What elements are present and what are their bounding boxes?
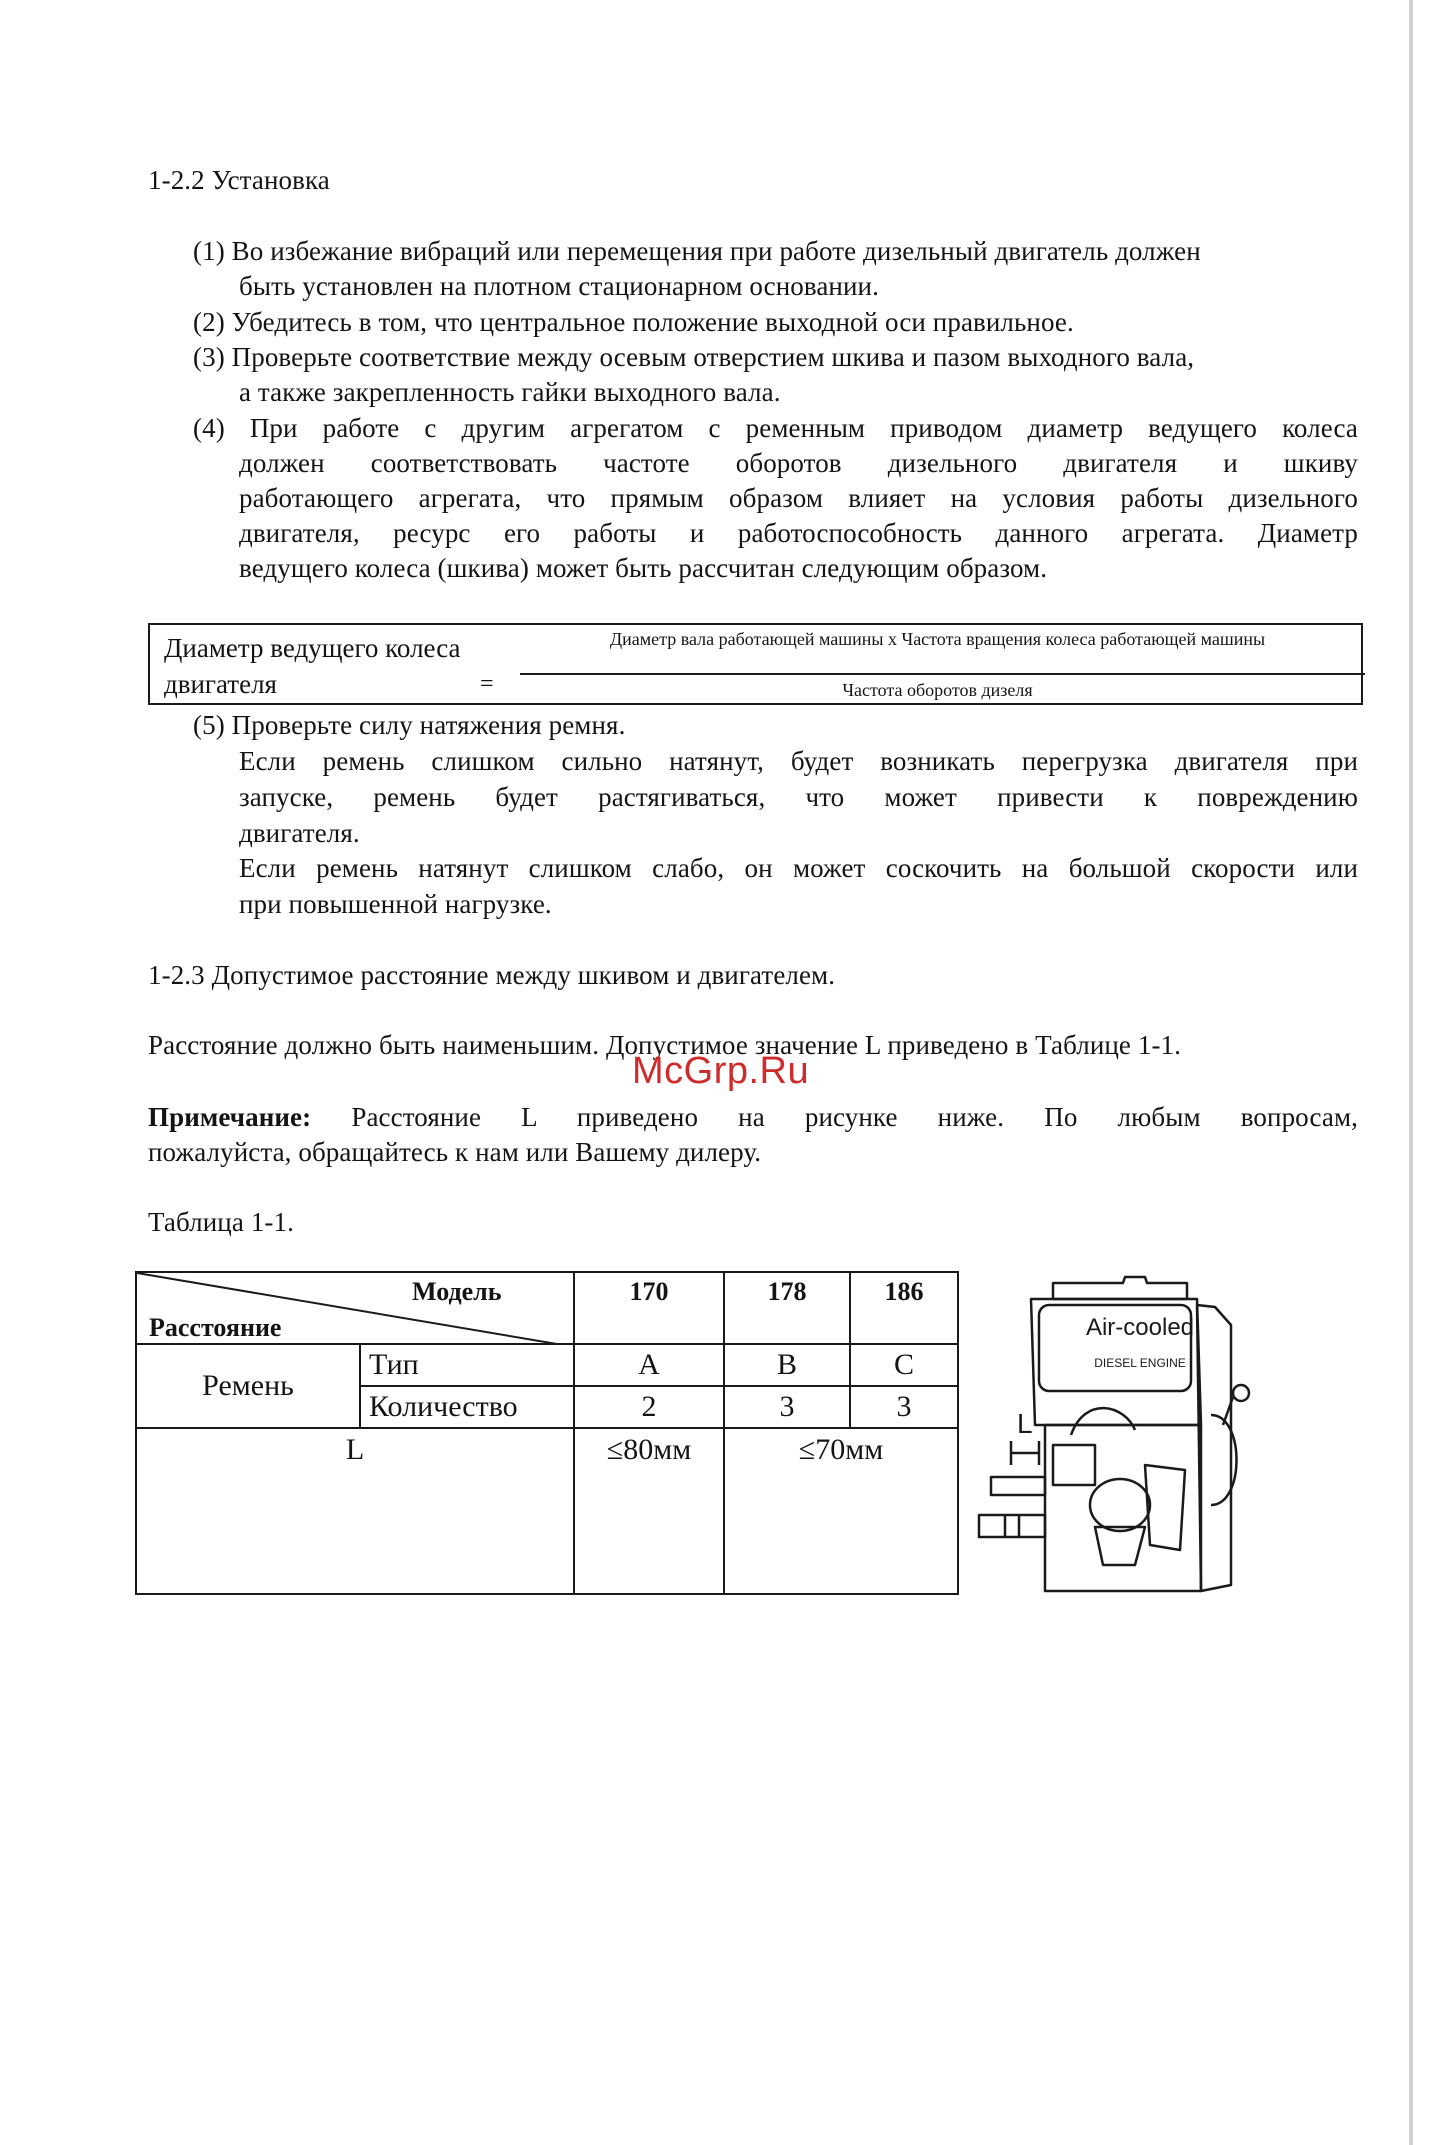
header-model-178: 178 (724, 1272, 850, 1344)
quantity-178: 3 (724, 1386, 850, 1428)
list-item-5-para-1-line-1: Если ремень слишком сильно натянут, будет возникать перегрузка двигателя при (239, 746, 1358, 776)
quantity-label: Количество (360, 1386, 574, 1428)
dimension-l-marker (1011, 1441, 1039, 1465)
fuel-tank-top (1053, 1277, 1187, 1299)
formula-label-line-2: двигателя (164, 669, 277, 699)
watermark-text: McGrp.Ru (632, 1050, 810, 1092)
type-186: C (850, 1344, 958, 1386)
quantity-170: 2 (574, 1386, 724, 1428)
formula-numerator: Диаметр вала работающей машины х Частота вращения колеса работающей машины (609, 629, 1266, 649)
list-item-5-para-1-line-3: двигателя. (239, 818, 360, 848)
note-label: Примечание: (148, 1102, 312, 1132)
pump-base (1095, 1527, 1145, 1565)
note-line-2: пожалуйста, обращайтесь к нам или Вашему дилеру. (148, 1137, 762, 1167)
list-item-5-para-1-line-2: запуске, ремень будет растягиваться, что может привести к повреждению (239, 782, 1358, 812)
list-item-4-line-4: двигателя, ресурс его работы и работоспособность данного агрегата. Диаметр (239, 518, 1358, 548)
list-item-2-line-1: (2) Убедитесь в том, что центральное положение выходной оси правильное. (193, 307, 1074, 337)
badge-air-cooled: Air-cooled (1085, 1314, 1195, 1341)
table-corner-header (136, 1272, 574, 1344)
list-item-4-line-5: ведущего колеса (шкива) может быть рассчитан следующим образом. (239, 553, 1048, 583)
right-cover (1211, 1415, 1237, 1505)
l-value-170: ≤80мм (574, 1428, 724, 1594)
list-item-1-line-1: (1) Во избежание вибраций или перемещения при работе дизельный двигатель должен (193, 236, 1201, 266)
list-item-5-para-2-line-1: Если ремень натянут слишком слабо, он может соскочить на большой скорости или (239, 853, 1358, 883)
section-heading-distance: 1-2.3 Допустимое расстояние между шкивом и двигателем. (148, 960, 836, 990)
injection-pump (1090, 1479, 1150, 1531)
l-row-label: L (136, 1428, 574, 1594)
formula-label-line-1: Диаметр ведущего колеса (164, 633, 461, 663)
belt-row-label: Ремень (136, 1344, 360, 1428)
list-item-1-line-2: быть установлен на плотном стационарном основании. (239, 271, 879, 301)
formula-equals-sign: = (480, 671, 494, 697)
formula-fraction-bar (520, 673, 1365, 675)
dimension-l-label: L (1017, 1408, 1033, 1439)
list-item-5-title: (5) Проверьте силу натяжения ремня. (193, 710, 626, 740)
note-line-1 (148, 1099, 1358, 1135)
type-label: Тип (360, 1344, 574, 1386)
type-178: B (724, 1344, 850, 1386)
header-model-label: Модель (412, 1277, 502, 1306)
scan-edge-rule (1409, 0, 1413, 2145)
list-item-3-line-1: (3) Проверьте соответствие между осевым отверстием шкива и пазом выходного вала, (193, 342, 1195, 372)
list-item-5-para-2-line-2: при повышенной нагрузке. (239, 889, 552, 919)
lifting-eye (1233, 1385, 1249, 1401)
quantity-186: 3 (850, 1386, 958, 1428)
badge-diesel-engine: DIESEL ENGINE (1094, 1356, 1186, 1370)
output-shaft-upper (991, 1477, 1045, 1495)
list-item-4-line-2: должен соответствовать частоте оборотов дизельного двигателя и шкиву (239, 448, 1358, 478)
header-model-186: 186 (850, 1272, 958, 1344)
list-item-3-line-2: а также закрепленность гайки выходного вала. (239, 377, 781, 407)
type-170: A (574, 1344, 724, 1386)
fuel-line (1071, 1408, 1135, 1435)
section-heading-installation: 1-2.2 Установка (148, 165, 330, 195)
list-item-4-line-3: работающего агрегата, что прямым образом влияет на условия работы дизельного (239, 483, 1358, 513)
spec-table (135, 1271, 959, 1595)
formula-box (148, 623, 1363, 705)
l-value-178-186: ≤70мм (724, 1428, 958, 1594)
distance-paragraph: Расстояние должно быть наименьшим. Допустимое значение L приведено в Таблице 1-1. (148, 1030, 1181, 1060)
header-model-170: 170 (574, 1272, 724, 1344)
output-shaft-lower (979, 1515, 1045, 1537)
list-item-4-line-1: (4) При работе с другим агрегатом с ременным приводом диаметр ведущего колеса (193, 413, 1358, 443)
governor-block (1053, 1445, 1095, 1485)
table-caption: Таблица 1-1. (148, 1207, 294, 1237)
note-text-1: Расстояние L приведено на рисунке ниже. По любым вопросам, (351, 1102, 1358, 1132)
formula-denominator: Частота оборотов дизеля (842, 680, 1033, 700)
engine-illustration (975, 1265, 1365, 1600)
header-distance-label: Расстояние (149, 1313, 282, 1342)
